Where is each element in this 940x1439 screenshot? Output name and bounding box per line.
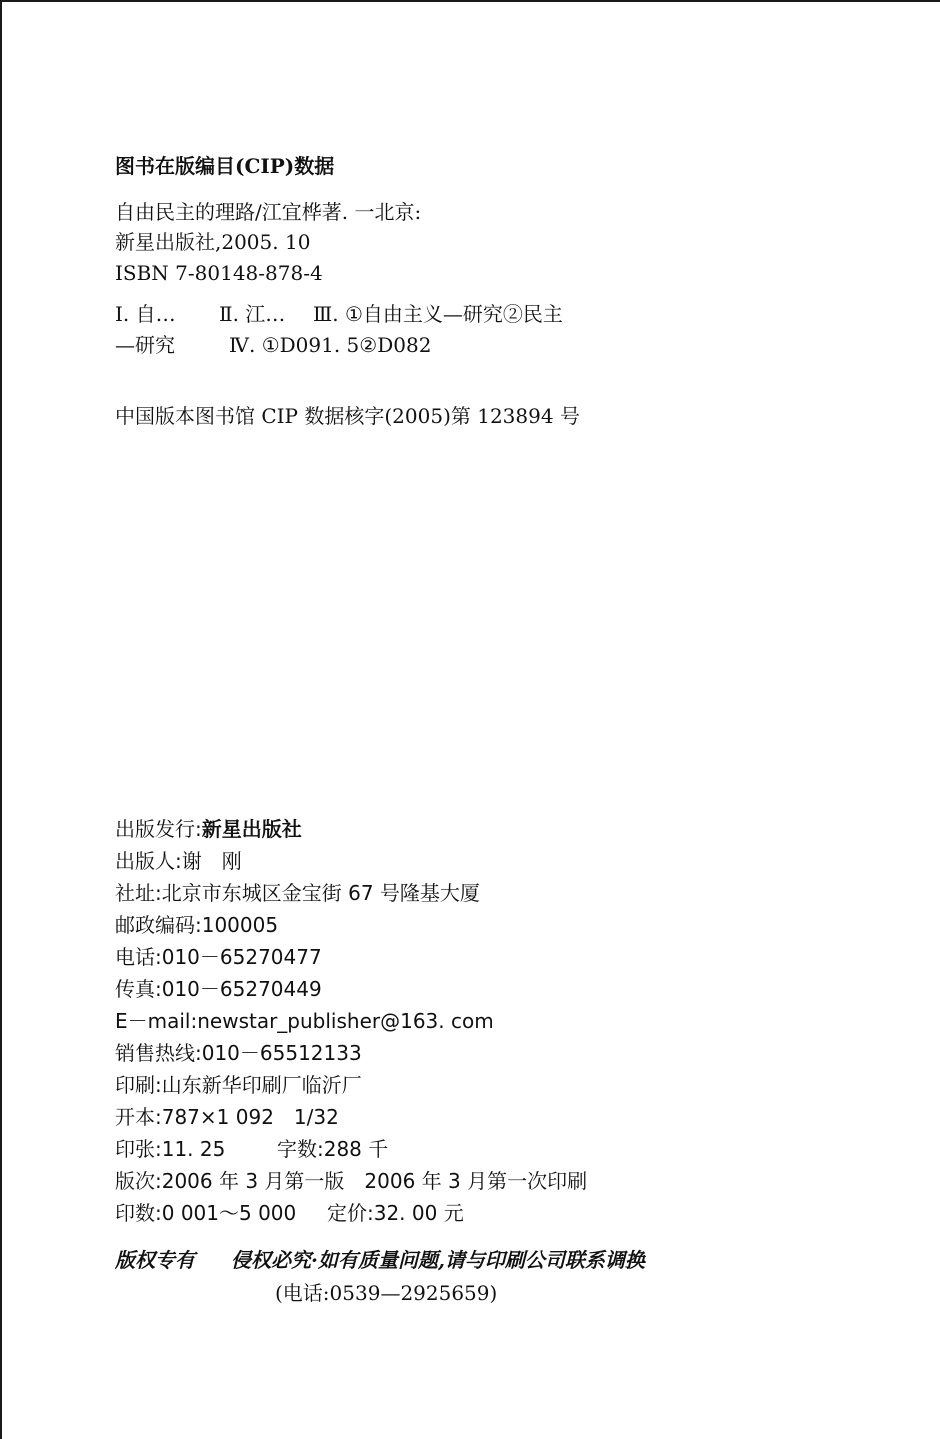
cip-classification: Ⅳ. ①D091. 5②D082 [229,333,432,357]
imprint-edition: 版次:2006 年 3 月第一版 2006 年 3 月第一次印刷 [115,1169,588,1193]
cip-subject-2: Ⅱ. 江… [219,302,286,326]
imprint-sales: 销售热线:010－65512133 [115,1041,362,1065]
imprint-sheets-words [115,1137,388,1161]
imprint-sheets: 印张:11. 25 [115,1137,226,1161]
cip-subject-1: Ⅰ. 自… [115,302,176,326]
imprint-printer: 印刷:山东新华印刷厂临沂厂 [115,1073,362,1097]
imprint-fax: 传真:010－65270449 [115,977,322,1001]
imprint-chief: 出版人:谢 刚 [115,849,242,873]
copyright-phone: (电话:0539—2925659) [275,1281,498,1305]
page-left-edge [0,0,2,1439]
cip-subject-4: —研究 [115,333,175,357]
cip-library-record: 中国版本图书馆 CIP 数据核字(2005)第 123894 号 [115,404,580,428]
cip-isbn: ISBN 7-80148-878-4 [115,261,323,285]
imprint-address: 社址:北京市东城区金宝街 67 号隆基大厦 [115,881,480,905]
cip-publisher-line: 新星出版社,2005. 10 [115,230,311,254]
cip-heading: 图书在版编目(CIP)数据 [115,154,335,178]
cip-subject-line-2 [115,333,431,357]
cip-subject-3: Ⅲ. ①自由主义—研究②民主 [313,302,563,326]
imprint-publisher-value: 新星出版社 [201,817,302,841]
imprint-publisher-label: 出版发行: [115,817,202,841]
imprint-print-run-price [115,1201,464,1225]
copyright-left: 版权专有 [115,1248,195,1272]
imprint-postcode: 邮政编码:100005 [115,913,279,937]
imprint-print-run: 印数:0 001～5 000 [115,1201,297,1225]
cip-subject-line-1 [115,302,563,326]
copyright-right: 侵权必究·如有质量问题,请与印刷公司联系调换 [231,1248,645,1272]
imprint-format: 开本:787×1 092 1/32 [115,1105,339,1129]
cip-title-line: 自由民主的理路/江宜桦著. 一北京: [115,200,422,224]
imprint-phone: 电话:010－65270477 [115,945,322,969]
imprint-email: E－mail:newstar_publisher@163. com [115,1009,494,1033]
imprint-words: 字数:288 千 [277,1137,389,1161]
imprint-price: 定价:32. 00 元 [327,1201,464,1225]
page-top-edge [0,0,940,2]
copyright-notice [115,1248,645,1272]
imprint-publisher [115,817,302,841]
